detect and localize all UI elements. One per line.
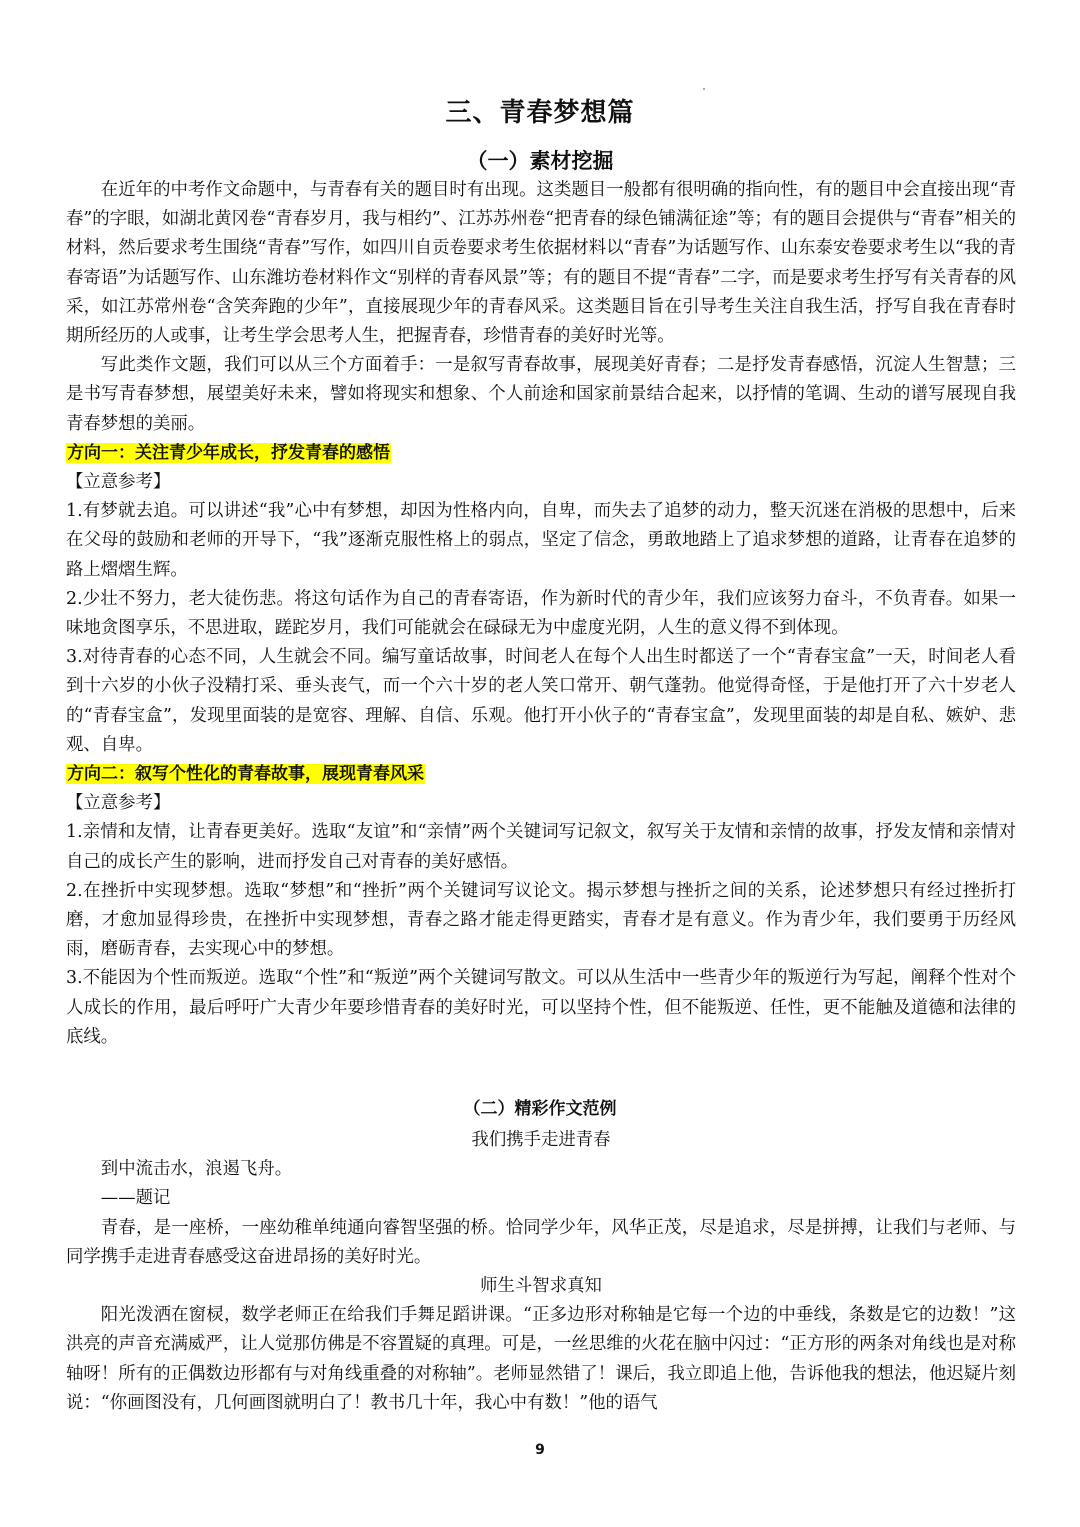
direction-two-item: 2.在挫折中实现梦想。选取“梦想”和“挫折”两个关键词写议论文。揭示梦想与挫折之间的关系，论述梦想只有经过挫折打磨，才愈加显得珍贵，在挫折中实现梦想，青春之路才能走得更踏实，青春才是有意义。作为青少年，我们要勇于历经风雨，磨砺青春，去实现心中的梦想。 [66,880,1016,960]
direction-one-line [66,439,1016,468]
page-number: 9 [535,1442,545,1458]
essay-title: 我们携手走进青春 [471,1130,611,1150]
essay-intro: 青春，是一座桥，一座幼稚单纯通向睿智坚强的桥。恰同学少年，风华正茂，尽是追求，尽是拼搏，让我们与老师、与同学携手走进青春感受这奋进昂扬的美好时光。 [66,1217,1016,1267]
direction-two-item: 3.不能因为个性而叛逆。选取“个性”和“叛逆”两个关键词写散文。可以从生活中一些青少年的叛逆行为写起，阐释个性对个人成长的作用，最后呼吁广大青少年要珍惜青春的美好时光，可以坚持个性，但不能叛逆、任性，更不能触及道德和法律的底线。 [66,968,1016,1047]
direction-two-item: 1.亲情和友情，让青春更美好。选取“友谊”和“亲情”两个关键词写记叙文，叙写关于友情和亲情的故事，抒发友情和亲情对自己的成长产生的影响，进而抒发自己对青春的美好感悟。 [66,822,1016,872]
page-title: 三、青春梦想篇 [445,98,635,128]
direction-two-line [66,760,1016,789]
direction-one-item: 2.少壮不努力，老大徒伤悲。将这句话作为自己的青春寄语，作为新时代的青少年，我们应该努力奋斗，不负青春。如果一味地贪图享乐，不思进取，蹉跎岁月，我们可能就会在碌碌无为中虚度光阴，人生的意义得不到体现。 [66,588,1016,639]
approach-paragraph: 写此类作文题，我们可以从三个方面着手：一是叙写青春故事，展现美好青春；二是抒发青春感悟，沉淀人生智慧；三是书写青春梦想，展望美好未来，譬如将现实和想象、个人前途和国家前景结合起来，以抒情的笔调、生动的谱写展现自我青春梦想的美丽。 [66,355,1016,434]
section-heading-material: （一）素材挖掘 [466,149,614,173]
essay-body [66,1126,1016,1418]
stray-dot [703,88,705,90]
essay-epigraph-source: ——题记 [100,1188,171,1209]
direction-two-ref-label: 【立意参考】 [66,793,171,814]
direction-one-highlight: 方向一：关注青少年成长，抒发青春的感悟 [67,442,390,463]
section-heading-examples: （二）精彩作文范例 [463,1099,617,1119]
direction-one-item: 3.对待青春的心态不同，人生就会不同。编写童话故事，时间老人在每个人出生时都送了一个“青春宝盒”一天，时间老人看到十六岁的小伙子没精打采、垂头丧气，而一个六十岁的老人笑口常开、朝气蓬勃。他觉得奇怪，于是他打开了六十岁老人的“青春宝盒”，发现里面装的是宽容、理解、自信、乐观。他打开小伙子的“青春宝盒”，发现里面装的却是自私、嫉妒、悲观、自卑。 [66,647,1016,755]
essay-paragraph: 阳光泼洒在窗棂，数学老师正在给我们手舞足蹈讲课。“正多边形对称轴是它每一个边的中垂线，条数是它的边数！”这洪亮的声音充满威严，让人觉那仿佛是不容置疑的真理。可是，一丝思维的火花在脑中闪过：“正方形的两条对角线也是对称轴呀！所有的正偶数边形都有与对角线重叠的对称轴”。老师显然错了！课后，我立即追上他，告诉他我的想法，他迟疑片刻说：“你画图没有，几何画图就明白了！教书几十年，我心中有数！”他的语气 [66,1305,1016,1413]
direction-one-item: 1.有梦就去追。可以讲述“我”心中有梦想，却因为性格内向，自卑，而失去了追梦的动力，整天沉迷在消极的思想中，后来在父母的鼓励和老师的开导下，“我”逐渐克服性格上的弱点，坚定了信念，勇敢地踏上了追求梦想的道路，让青春在追梦的路上熠熠生辉。 [66,501,1016,580]
essay-epigraph: 到中流击水，浪遏飞舟。 [100,1159,293,1180]
essay-subtitle: 师生斗智求真知 [480,1276,602,1297]
intro-paragraph: 在近年的中考作文命题中，与青春有关的题目时有出现。这类题目一般都有很明确的指向性，有的题目中会直接出现“青春”的字眼，如湖北黄冈卷“青春岁月，我与相约”、江苏苏州卷“把青春的绿色铺满征途”等；有的题目会提供与“青春”相关的材料，然后要求考生围绕“青春”写作，如四川自贡卷要求考生依据材料以“青春”为话题写作、山东泰安卷要求考生以“我的青春寄语”为话题写作、山东潍坊卷材料作文“别样的青春风景”等；有的题目不提“青春”二字，而是要求考生抒写有关青春的风采，如江苏常州卷“含笑奔跑的少年”，直接展现少年的青春风采。这类题目旨在引导考生关注自我生活，抒写自我在青春时期所经历的人或事，让考生学会思考人生，把握青春，珍惜青春的美好时光等。 [66,180,1016,347]
direction-one-ref-label: 【立意参考】 [66,472,171,493]
section-material-body [66,176,1016,1052]
direction-two-highlight: 方向二：叙写个性化的青春故事，展现青春风采 [67,764,424,785]
